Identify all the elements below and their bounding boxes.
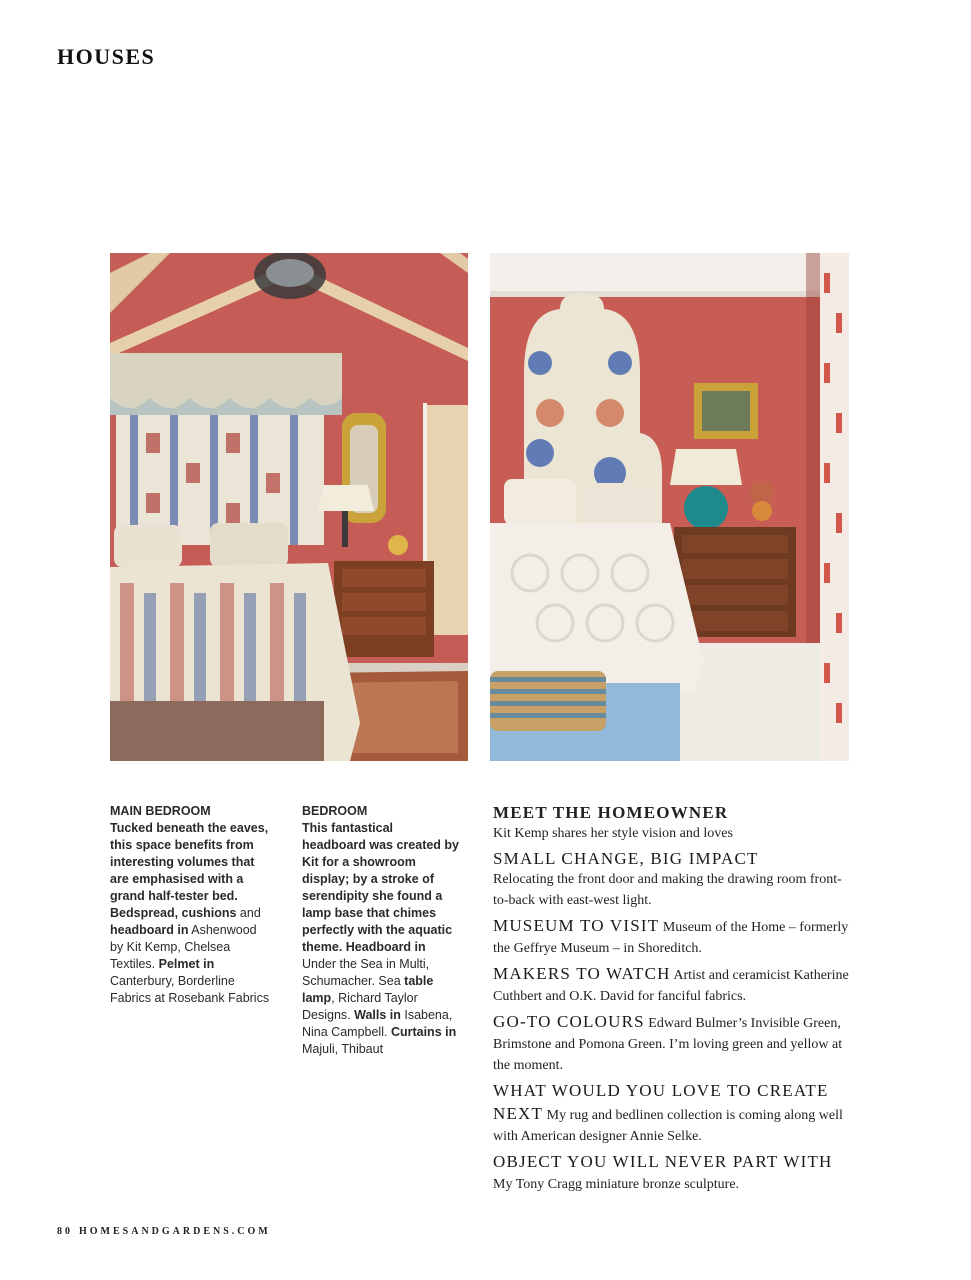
qa-item <box>493 963 853 1007</box>
qa-question: GO-TO COLOURS <box>493 1012 645 1031</box>
qa-item <box>493 848 853 911</box>
caption-text: Ashenwood by Kit Kemp, Chelsea Textiles. <box>110 923 257 971</box>
bedroom-caption <box>302 803 460 1058</box>
qa-item <box>493 1011 853 1076</box>
qa-question: SMALL CHANGE, BIG IMPACT <box>493 849 759 868</box>
caption-bold: Bedspread, cushions <box>110 906 237 920</box>
caption-text: and <box>236 906 261 920</box>
caption-text: , Richard Taylor Designs. <box>302 991 418 1022</box>
qa-question: OBJECT YOU WILL NEVER PART WITH <box>493 1152 833 1171</box>
qa-answer: Artist and ceramicist Katherine Cuthbert and O.K. David for fanciful fabrics. <box>493 968 849 1004</box>
caption-text: Canterbury, Borderline Fabrics at Rosebank Fabrics <box>110 974 270 1005</box>
qa-answer: Museum of the Home – formerly the Geffrye Museum – in Shoreditch. <box>493 920 849 956</box>
caption-bold: Headboard in <box>345 940 426 954</box>
qa-answer: My Tony Cragg miniature bronze sculpture. <box>493 1177 740 1192</box>
caption-text: Majuli, Thibaut <box>302 1042 384 1056</box>
qa-title: MEET THE HOMEOWNER <box>493 803 729 822</box>
caption-bold: Pelmet in <box>158 957 215 971</box>
caption-text: Isabena, Nina Campbell. <box>302 1008 453 1039</box>
caption-intro: This fantastical headboard was created by Kit for a showroom display; by a stroke of serendipity she found a lamp base that chimes perfectly with the aquatic theme. <box>302 821 460 954</box>
page-number: 80 <box>57 1226 73 1237</box>
page-footer <box>57 1226 277 1237</box>
caption-heading: MAIN BEDROOM <box>110 804 211 818</box>
qa-item <box>493 1080 853 1147</box>
main-bedroom-caption <box>110 803 270 1007</box>
qa-answer: Edward Bulmer’s Invisible Green, Brimstone and Pomona Green. I’m loving green and yellow at the moment. <box>493 1016 843 1073</box>
qa-question: MUSEUM TO VISIT <box>493 916 660 935</box>
section-title: HOUSES <box>57 44 156 69</box>
qa-question: WHAT WOULD YOU LOVE TO CREATE NEXT <box>493 1081 829 1123</box>
homeowner-qa <box>493 802 853 1199</box>
site-url: HOMESANDGARDENS.COM <box>79 1226 271 1237</box>
caption-heading: BEDROOM <box>302 804 368 818</box>
main-bedroom-photo <box>110 253 468 761</box>
qa-question: MAKERS TO WATCH <box>493 964 671 983</box>
caption-bold: Curtains in <box>390 1025 457 1039</box>
caption-bold: table lamp <box>302 974 434 1005</box>
qa-item <box>493 915 853 959</box>
qa-intro <box>493 802 853 844</box>
caption-bold: Walls in <box>354 1008 401 1022</box>
caption-bold: headboard in <box>110 923 189 937</box>
qa-item <box>493 1151 853 1195</box>
caption-intro: Tucked beneath the eaves, this space benefits from interesting volumes that are emphasised with a grand half-tester bed. <box>110 821 269 903</box>
caption-text: Under the Sea in Multi, Schumacher. Sea <box>302 957 430 988</box>
bedroom-photo <box>490 253 849 761</box>
qa-intro-text: Kit Kemp shares her style vision and loves <box>493 826 733 841</box>
qa-answer: My rug and bedlinen collection is coming along well with American designer Annie Selke. <box>493 1108 843 1144</box>
qa-answer: Relocating the front door and making the drawing room front-to-back with east-west light. <box>493 872 842 908</box>
